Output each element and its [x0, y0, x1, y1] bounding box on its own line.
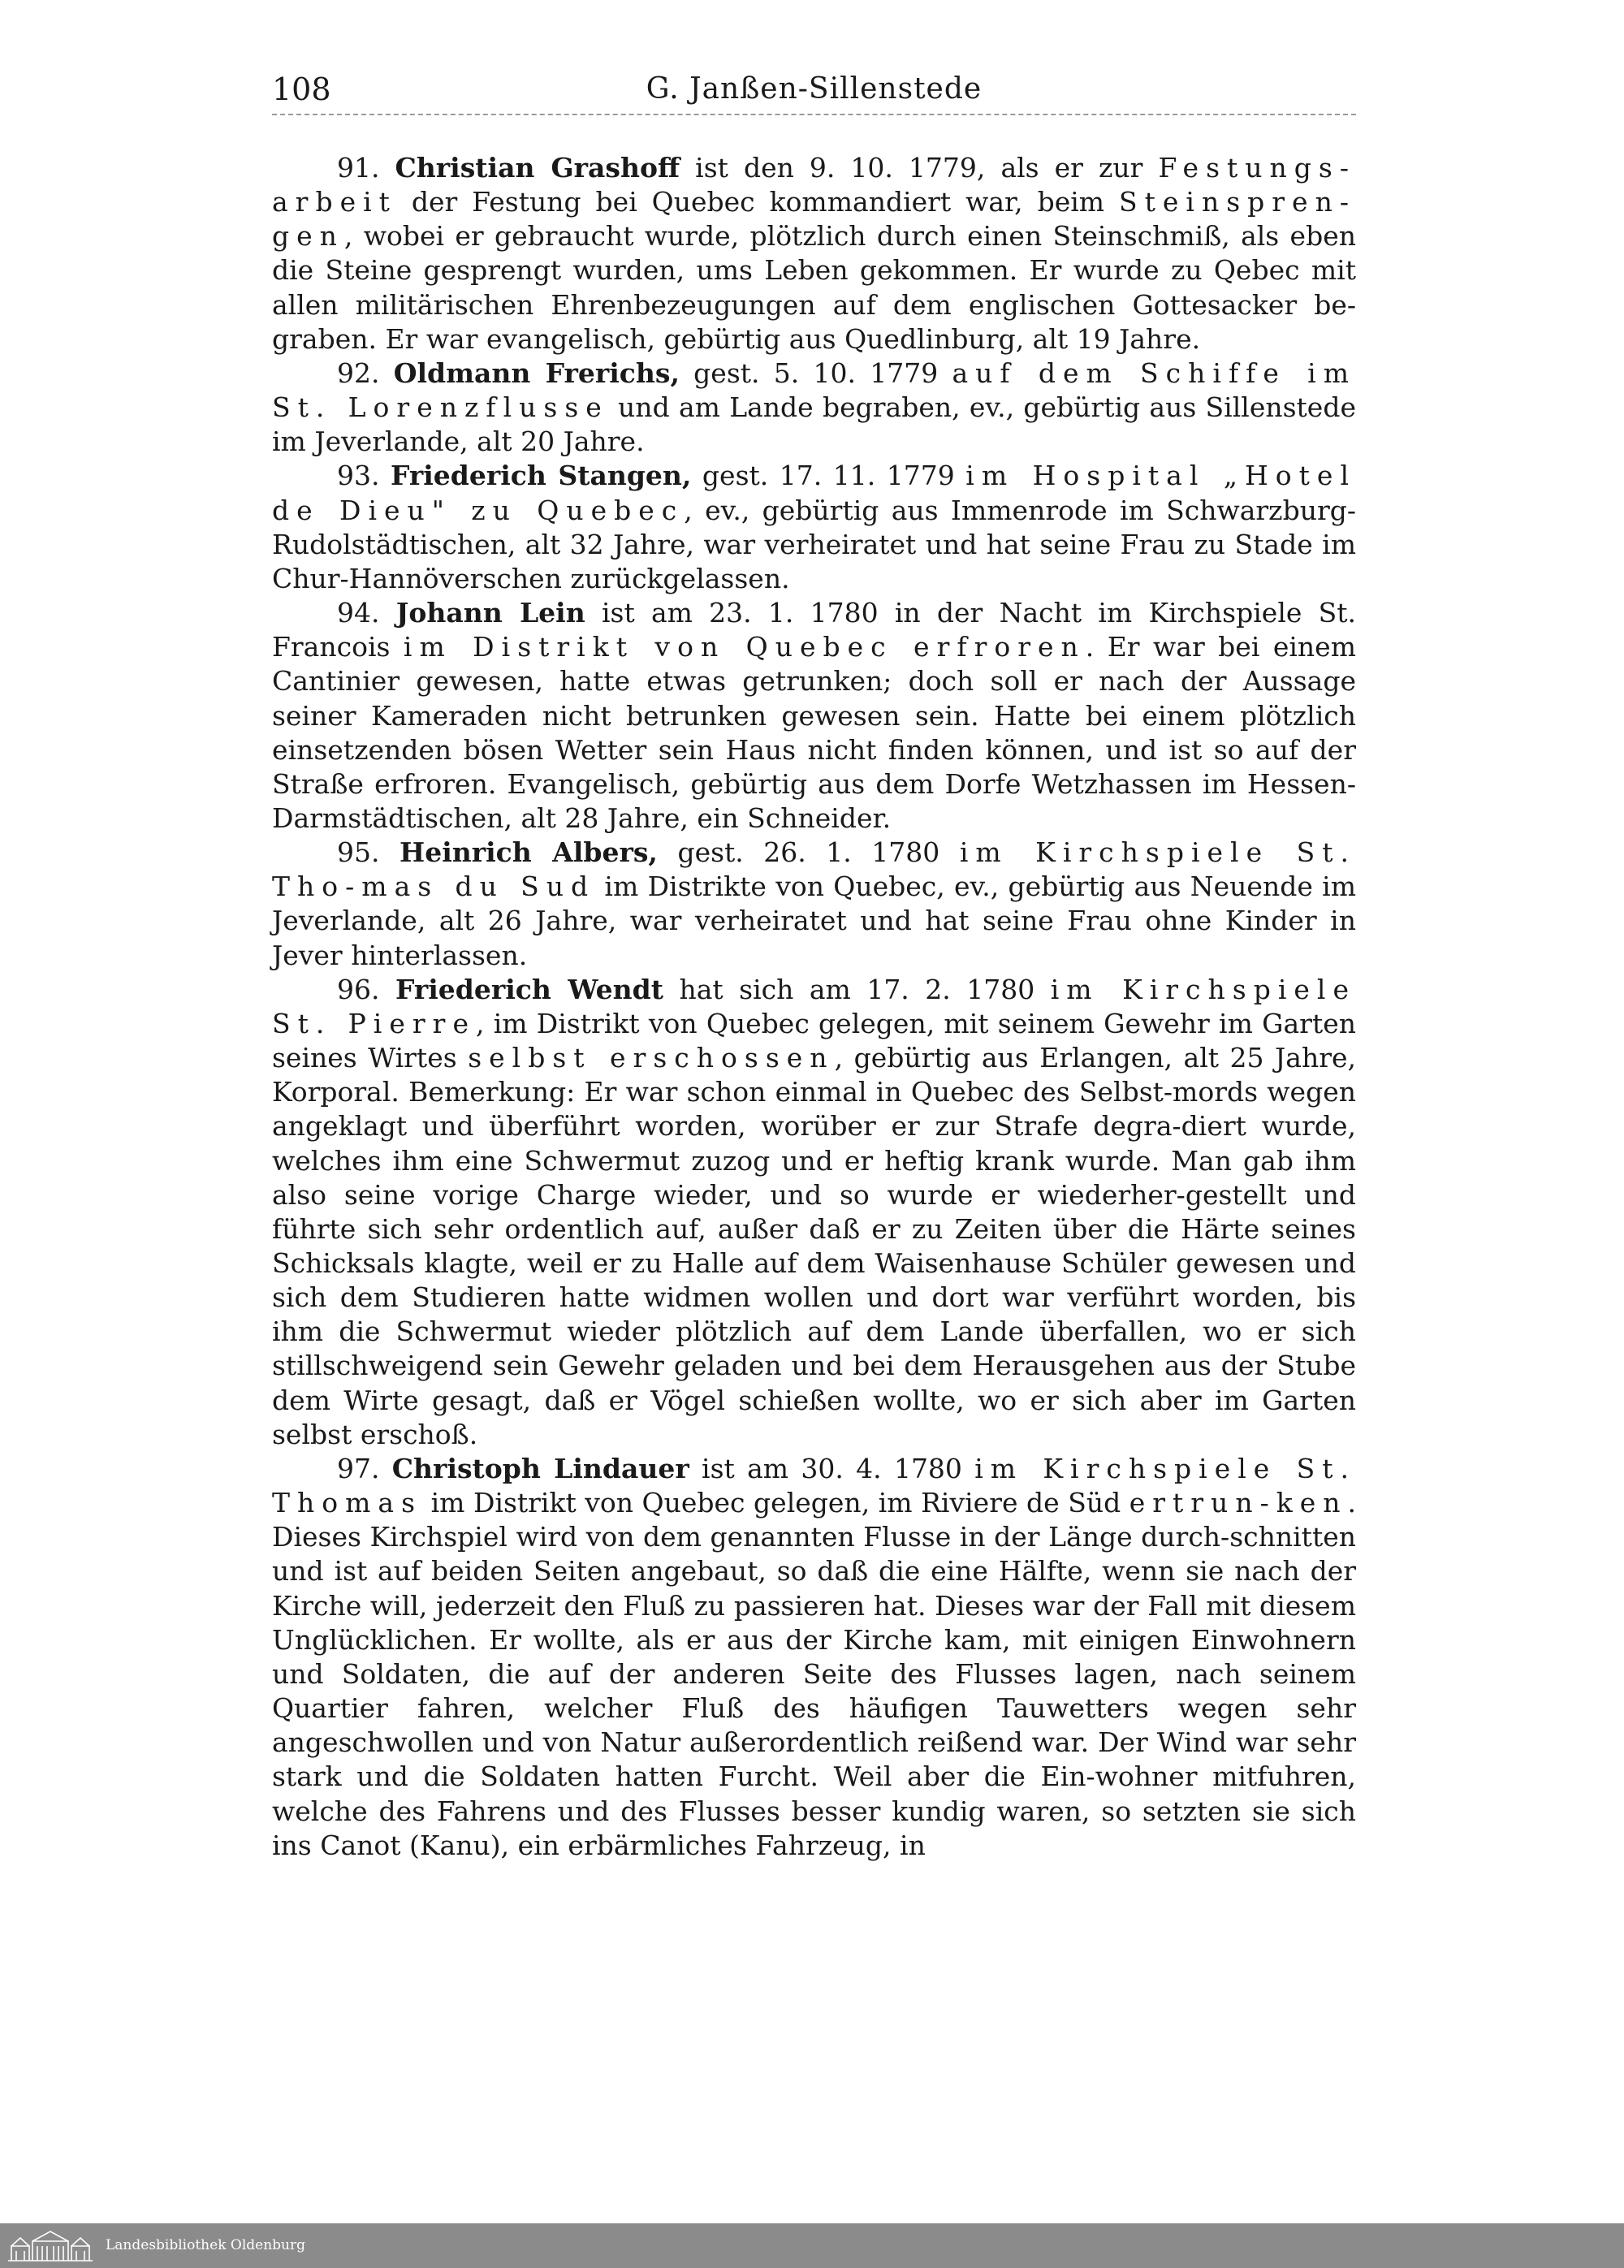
- library-name: Landesbibliothek Oldenburg: [106, 2237, 306, 2253]
- entry: [272, 356, 1356, 459]
- entry-name: Friederich Stangen,: [391, 460, 692, 492]
- entry-name: Friederich Wendt: [395, 973, 663, 1005]
- entry-number: 96.: [337, 973, 380, 1005]
- entry-number: 94.: [337, 597, 380, 629]
- entry-text-run: . Dieses Kirchspiel wird von dem genannten Flusse in der Länge durch-schnitten und ist auf beiden Seiten angebaut, so daß die eine Hälfte, wenn sie nach der Kirche will, jederzeit den Fluß zu passieren hat. Dieses war der Fall mit diesem Unglücklichen. Er wollte, als er aus der Kirche kam, mit einigen Einwohnern und Soldaten, die auf der anderen Seite des Flusses lagen, nach seinem Quartier fahren, welcher Fluß des häufigen Tauwetters wegen sehr angeschwollen und von Natur außerordentlich reißend war. Der Wind war sehr stark und die Soldaten hatten Furcht. Weil aber die Ein-wohner mitfuhren, welche des Fahrens und des Flusses besser kundig waren, so setzten sie sich ins Canot (Kanu), ein erbärmliches Fahrzeug, in: [272, 1487, 1356, 1861]
- entry-number: 91.: [337, 152, 380, 184]
- spaced-emphasis-text: Steinspren-gen: [272, 186, 1356, 253]
- entry-text-run: , wobei er gebraucht wurde, plötzlich durch einen Steinschmiß, als eben die Steine gesprengt wurden, ums Leben gekommen. Er wurde zu Qebec mit allen militärischen Ehrenbezeugungen auf dem englischen Gottesacker be-graben. Er war evangelisch, gebürtig aus Quedlinburg, alt 19 Jahre.: [272, 220, 1356, 355]
- entry: [272, 151, 1356, 356]
- entry-name: Oldmann Frerichs,: [393, 356, 680, 389]
- page-number: 108: [272, 71, 331, 107]
- running-title: G. Janßen-Sillenstede: [646, 72, 983, 106]
- spaced-emphasis-text: selbst erschossen: [468, 1042, 835, 1074]
- entry-number: 93.: [337, 460, 380, 492]
- page-header: [272, 65, 1356, 114]
- entry-number: 92.: [337, 356, 380, 389]
- entry: [272, 973, 1356, 1452]
- spaced-emphasis-text: im Kirchspiele St. Thomas: [272, 1452, 1356, 1519]
- entry-name: Christian Grashoff: [395, 152, 680, 184]
- entry-name: Johann Lein: [395, 597, 585, 629]
- spaced-emphasis-text: im Kirchspiele St. Tho-mas du Sud: [272, 836, 1356, 903]
- entry-text-run: ist am 30. 4. 1780: [689, 1452, 975, 1484]
- spaced-emphasis-text: im Distrikt von Quebec erfroren: [403, 631, 1086, 663]
- entry-text-run: gest. 17. 11. 1779: [691, 460, 966, 492]
- spaced-emphasis-text: im Hospital „Hotel de Dieu" zu Quebec: [272, 460, 1357, 526]
- entry-text-run: , ev., gebürtig aus Immenrode im Schwarzburg-Rudolstädtischen, alt 32 Jahre, war verheiratet und hat seine Frau zu Stade im Chur-Hannöverschen zurückgelassen.: [272, 494, 1356, 594]
- entry-text-run: , im Distrikt von Quebec gelegen, mit seinem Gewehr im Garten seines Wirtes: [272, 1007, 1356, 1074]
- entry-name: Heinrich Albers,: [400, 836, 658, 869]
- spaced-emphasis-text: ertrun-ken: [1129, 1487, 1348, 1519]
- spaced-emphasis-text: auf dem Schiffe im St. Lorenzflusse: [272, 356, 1356, 424]
- entry-text-run: . Er war bei einem Cantinier gewesen, hatte etwas getrunken; doch soll er nach der Aussage seiner Kameraden nicht betrunken gewesen sein. Hatte bei einem plötzlich einsetzenden bösen Wetter sein Haus nicht finden können, und ist so auf der Straße erfroren. Evangelisch, gebürtig aus dem Dorfe Wetzhassen im Hessen-Darmstädtischen, alt 28 Jahre, ein Schneider.: [272, 631, 1356, 834]
- entry: [272, 459, 1356, 596]
- entry-text-run: ist den 9. 10. 1779, als er zur: [680, 152, 1159, 184]
- entry-text-run: im Distrikt von Quebec gelegen, im Riviere de Süd: [422, 1487, 1129, 1519]
- entry-name: Christoph Lindauer: [391, 1452, 689, 1484]
- entry-text-run: gest. 26. 1. 1780: [657, 836, 960, 869]
- entry-number: 95.: [337, 836, 380, 869]
- spaced-emphasis-text: im Kirchspiele St. Pierre: [272, 973, 1357, 1039]
- entry-text-run: hat sich am 17. 2. 1780: [663, 973, 1051, 1005]
- entry-text-run: , gebürtig aus Erlangen, alt 25 Jahre, Korporal. Bemerkung: Er war schon einmal in Quebec des Selbst-mords wegen angeklagt und überführt worden, worüber er zur Strafe degra-diert wurde, welches ihm eine Schwermut zuzog und er heftig krank wurde. Man gab ihm also seine vorige Charge wieder, und so wurde er wiederher-gestellt und führte sich sehr ordentlich auf, außer daß er zu Zeiten über die Härte seines Schicksals klagte, weil er zu Halle auf dem Waisenhause Schüler gewesen und sich dem Studieren hatte widmen wollen und dort war verführt worden, bis ihm die Schwermut wieder plötzlich auf dem Lande überfallen, wo er sich stillschweigend sein Gewehr geladen und bei dem Herausgehen aus der Stube dem Wirte gesagt, daß er Vögel schießen wollte, wo er sich aber im Garten selbst erschoß.: [272, 1042, 1357, 1450]
- entry: [272, 596, 1356, 836]
- library-building-icon: [5, 2228, 96, 2264]
- entry-text-run: im Distrikte von Quebec, ev., gebürtig aus Neuende im Jeverlande, alt 26 Jahre, war verheiratet und hat seine Frau ohne Kinder in Jever hinterlassen.: [272, 870, 1356, 971]
- body-text: [272, 151, 1356, 1863]
- entry-text-run: gest. 5. 10. 1779: [679, 356, 952, 389]
- header-rule: [272, 114, 1356, 115]
- spaced-emphasis-text: Festungs-arbeit: [272, 152, 1356, 218]
- entry-text-run: und am Lande begraben, ev., gebürtig aus Sillenstede im Jeverlande, alt 20 Jahre.: [272, 391, 1356, 458]
- library-footer-bar: [0, 2223, 1624, 2268]
- entry: [272, 836, 1356, 973]
- entry-number: 97.: [337, 1452, 380, 1484]
- entry-text-run: ist am 23. 1. 1780 in der Nacht im Kirchspiele St. Francois: [272, 597, 1357, 663]
- entry-text-run: der Festung bei Quebec kommandiert war, beim: [396, 186, 1120, 218]
- entry: [272, 1452, 1356, 1863]
